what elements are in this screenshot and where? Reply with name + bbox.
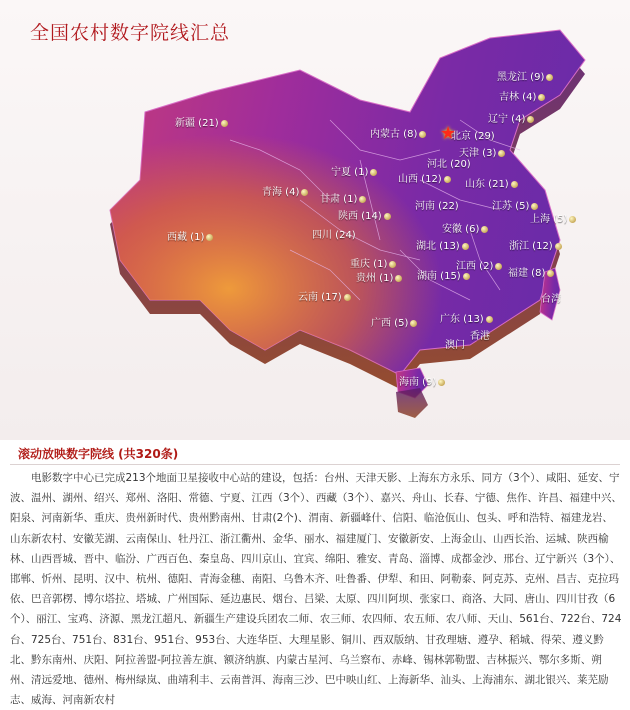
map-label-henan[interactable]: 河南 (22) [415,201,459,212]
cinema-pin-icon [531,203,538,210]
cinema-pin-icon [444,176,451,183]
cinema-pin-icon [538,94,545,101]
cinema-pin-icon [221,120,228,127]
cinema-pin-icon [569,216,576,223]
map-label-tianjin[interactable]: 天津 (3) [459,144,505,159]
map-label-hebei[interactable]: 河北 (20) [427,159,471,170]
cinema-list-section [0,440,630,707]
cinema-pin-icon [389,261,396,268]
map-label-guizhou[interactable]: 贵州 (1) [356,269,402,284]
map-label-gansu[interactable]: 甘肃 (1) [320,190,366,205]
map-label-guangdong[interactable]: 广东 (13) [440,310,493,325]
map-label-liaoning[interactable]: 辽宁 (4) [488,110,534,125]
map-label-sichuan[interactable]: 四川 (24) [312,230,356,241]
capital-star-icon: ★ [440,123,457,144]
map-label-xinjiang[interactable]: 新疆 (21) [175,114,228,129]
cinema-pin-icon [486,316,493,323]
cinema-pin-icon [463,273,470,280]
cinema-pin-icon [370,169,377,176]
map-label-yunnan[interactable]: 云南 (17) [298,288,351,303]
map-label-ningxia[interactable]: 宁夏 (1) [331,163,377,178]
map-label-shandong[interactable]: 山东 (21) [465,175,518,190]
cinema-pin-icon [395,275,402,282]
map-label-shanxi[interactable]: 山西 (12) [398,170,451,185]
cinema-pin-icon [481,226,488,233]
cinema-pin-icon [547,270,554,277]
map-label-shanghai[interactable]: 上海 (5) [530,210,576,225]
cinema-pin-icon [301,189,308,196]
map-label-xizang[interactable]: 西藏 (1) [167,228,213,243]
map-label-anhui[interactable]: 安徽 (6) [442,220,488,235]
map-label-aomen[interactable]: 澳门 [445,340,465,351]
map-label-hubei[interactable]: 湖北 (13) [416,237,469,252]
cinema-pin-icon [206,234,213,241]
cinema-pin-icon [384,213,391,220]
map-label-fujian[interactable]: 福建 (8) [508,264,554,279]
hainan-shadow [396,388,428,418]
map-label-jilin[interactable]: 吉林 (4) [499,88,545,103]
cinema-list-text: 电影数字中心已完成213个地面卫星接收中心站的建设，包括：台州、天津天影、上海东方永乐、同方（3个）、咸阳、延安、宁波、温州、湖州、绍兴、郑州、洛阳、常德、宁夏、江西（3个）、西藏（3个）、嘉兴、舟山、长春、宁德、焦作、许昌、福建中兴、阳泉、河南新华、重庆、贵州新时代、贵州黔南州、甘肃(2个)、渭南、新疆峰什、信阳、临沧佤山、包头、呼和浩特、福建龙岩、山东新农村、安徽芜湖、云南保山、牡丹江、浙江衢州、金华、丽水、福建厦门、安徽新安、上海金山、山西长治、运城、陕西榆林、山西晋城、晋中、临汾、广西百色、秦皇岛、四川京山、宜宾、绵阳、雅安、青岛、淄博、成都金沙、邢台、辽宁新兴（3个）、邯郸、忻州、昆明、汉中、杭州、德阳、青海金穗、南阳、乌鲁木齐、吐鲁番、伊犁、和田、阿勒泰、阿克苏、克州、昌吉、克拉玛依、巴音郭楞、博尔塔拉、塔城、广州国际、延边惠民、烟台、吕梁、太原、四川阿坝、张家口、商洛、大同、唐山、四川甘孜（6个）、丽江、宝鸡、济源、黑龙江超凡、新疆生产建设兵团农二师、农三师、农四师、农五师、农八师、天山、561台、722台、724台、725台、751台、831台、951台、953台、大连华臣、大理星影、铜川、西双版纳、甘孜理塘、遵孕、稻城、得荣、遵义黔北、黔东南州、庆阳、阿拉善盟-阿拉善左旗、额济纳旗、内蒙古星河、乌兰察布、赤峰、锡林郭勒盟、吉林振兴、鄂尔多斯、朔州、清远爱地、德州、梅州绿岚、曲靖利丰、云南普洱、海南三沙、巴中映山红、上海新华、汕头、上海浦东、湖北银兴、莱芜励志、威海、河南新农村 [10,472,622,707]
cinema-pin-icon [527,116,534,123]
map-label-jiangxi[interactable]: 江西 (2) [456,257,502,272]
map-label-jiangsu[interactable]: 江苏 (5) [492,197,538,212]
cinema-pin-icon [344,294,351,301]
cinema-pin-icon [410,320,417,327]
map-label-neimenggu[interactable]: 内蒙古 (8) [370,125,426,140]
map-label-guangxi[interactable]: 广西 (5) [371,314,417,329]
map-label-hainan[interactable]: 海南 (9) [399,373,445,388]
map-label-zhejiang[interactable]: 浙江 (12) [509,237,562,252]
map-label-taiwan[interactable]: 台湾 [541,294,561,305]
map-label-shaanxi[interactable]: 陕西 (14) [338,207,391,222]
page-title: 全国农村数字院线汇总 [30,22,231,44]
cinema-pin-icon [359,196,366,203]
cinema-pin-icon [495,263,502,270]
map-label-heilongjiang[interactable]: 黑龙江 (9) [497,68,553,83]
section-divider [10,464,620,465]
cinema-pin-icon [419,131,426,138]
cinema-pin-icon [546,74,553,81]
section-title: 滚动放映数字院线 (共320条) [18,447,179,461]
cinema-pin-icon [511,181,518,188]
map-label-qinghai[interactable]: 青海 (4) [262,183,308,198]
map-label-beijing[interactable]: 北京 (29) [451,131,495,142]
map-label-hunan[interactable]: 湖南 (15) [417,267,470,282]
cinema-pin-icon [438,379,445,386]
map-label-chongqing[interactable]: 重庆 (1) [350,255,396,270]
cinema-pin-icon [462,243,469,250]
cinema-pin-icon [555,243,562,250]
map-label-xianggang[interactable]: 香港 [470,331,490,342]
cinema-pin-icon [498,150,505,157]
